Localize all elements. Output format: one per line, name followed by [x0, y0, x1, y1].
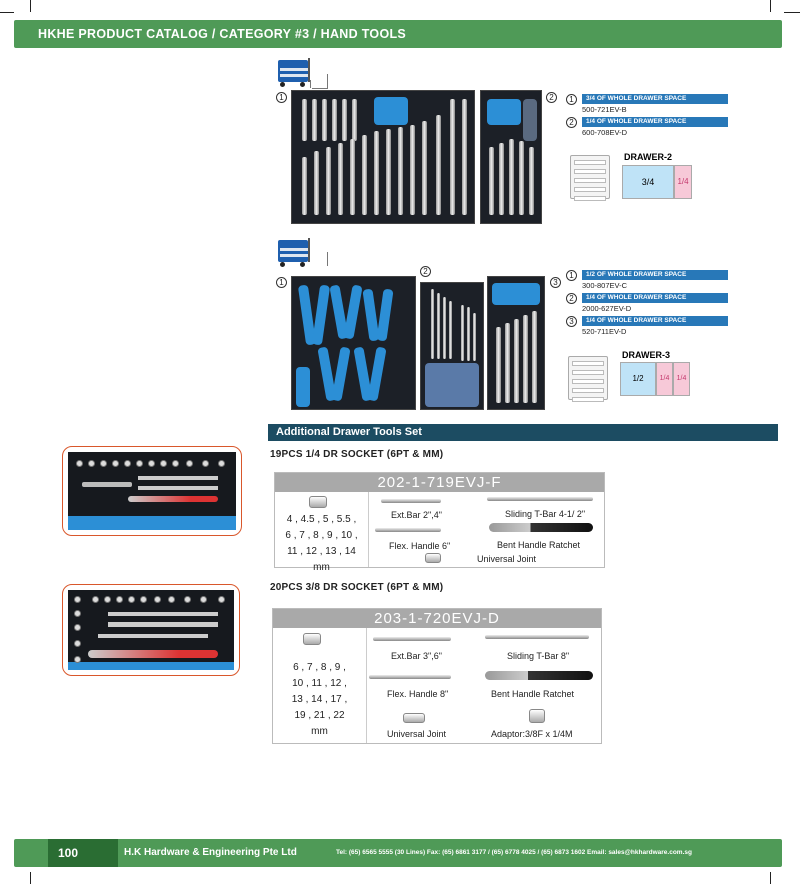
- crop-mark: [770, 872, 771, 884]
- page-header: [14, 20, 782, 48]
- universal-joint-icon: [403, 713, 425, 723]
- drawer-box-1-2: 1/2: [620, 362, 656, 396]
- crop-mark: [30, 872, 31, 884]
- spec-label: 1/2 OF WHOLE DRAWER SPACE: [582, 270, 728, 280]
- spec-label: 1/4 OF WHOLE DRAWER SPACE: [582, 117, 728, 127]
- sliding-t-bar-icon: [487, 497, 593, 501]
- drawer-label: DRAWER-2: [624, 152, 673, 162]
- ext-bar-icon: [373, 637, 451, 641]
- spec-number: 1: [566, 94, 577, 105]
- section-title-bar: [268, 424, 778, 441]
- spec-number: 2: [566, 293, 577, 304]
- adaptor-icon: [529, 709, 545, 723]
- item-label: Flex. Handle 8": [387, 689, 449, 699]
- crop-mark: [30, 0, 31, 12]
- drawer-box-1-4: 1/4: [656, 362, 673, 396]
- tray-marker: 1: [276, 277, 287, 288]
- set-2-heading: 20PCS 3/8 DR SOCKET (6PT & MM): [270, 582, 444, 593]
- tool-cart-icon: [276, 56, 318, 88]
- drawer-box-3-4: 3/4: [622, 165, 674, 199]
- spec-number: 1: [566, 270, 577, 281]
- socket-size-list: 6 , 7 , 8 , 9 , 10 , 11 , 12 , 13 , 14 , 17 , 19 , 21 , 22 mm: [273, 628, 367, 743]
- spec-code: 500-721EV-B: [582, 105, 627, 114]
- crop-mark: [770, 0, 771, 12]
- company-name: H.K Hardware & Engineering Pte Ltd: [124, 847, 297, 858]
- tray-marker: 3: [550, 277, 561, 288]
- page-footer: [14, 839, 782, 867]
- tray-marker: 2: [546, 92, 557, 103]
- set-2-contents-table: [272, 608, 602, 744]
- crop-mark: [0, 12, 14, 13]
- socket-set-1-photo: [62, 446, 242, 536]
- sliding-t-bar-icon: [485, 635, 589, 639]
- ratchet-icon: [489, 523, 593, 532]
- section-title: Additional Drawer Tools Set: [276, 426, 422, 438]
- set-2-product-code: 203-1-720EVJ-D: [273, 609, 601, 628]
- spec-label: 1/4 OF WHOLE DRAWER SPACE: [582, 293, 728, 303]
- socket-size-list: 4 , 4.5 , 5 , 5.5 , 6 , 7 , 8 , 9 , 10 , 11 , 12 , 13 , 14 mm: [275, 492, 369, 567]
- item-label: Adaptor:3/8F x 1/4M: [491, 729, 573, 739]
- item-label: Sliding T-Bar 4-1/ 2": [505, 509, 586, 519]
- tool-cart-icon: [276, 236, 318, 268]
- header-title: HKHE PRODUCT CATALOG / CATEGORY #3 / HAND TOOLS: [38, 27, 407, 41]
- spec-code: 2000-627EV-D: [582, 304, 632, 313]
- drawer-box-1-4: 1/4: [673, 362, 690, 396]
- spec-code: 600-708EV-D: [582, 128, 628, 137]
- hex-key-tray: [420, 282, 484, 410]
- spec-code: 300-807EV-C: [582, 281, 628, 290]
- item-label: Universal Joint: [477, 554, 537, 564]
- crop-mark: [784, 12, 800, 13]
- socket-set-2-photo: [62, 584, 240, 676]
- cabinet-icon: [570, 155, 610, 199]
- item-label: Ext.Bar 2",4": [391, 510, 442, 520]
- universal-joint-icon: [425, 553, 441, 563]
- item-label: Flex. Handle 6": [389, 541, 451, 551]
- ratchet-icon: [485, 671, 593, 680]
- flex-handle-icon: [375, 528, 441, 532]
- cabinet-icon: [568, 356, 608, 400]
- socket-icon: [303, 633, 321, 645]
- contact-info: Tel: (65) 6565 5555 (30 Lines) Fax: (65) 6861 3177 / (65) 6778 4025 / (65) 6873 1602 Email: sales@hkhardware.com.sg: [336, 849, 692, 856]
- tray-marker: 1: [276, 92, 287, 103]
- spec-code: 520-711EV-D: [582, 327, 627, 336]
- item-label: Ext.Bar 3",6": [391, 651, 442, 661]
- pliers-tray-1-2: [291, 276, 416, 410]
- item-label: Bent Handle Ratchet: [491, 689, 575, 699]
- drawer-box-1-4: 1/4: [674, 165, 692, 199]
- page-number: 100: [48, 839, 118, 867]
- set-1-heading: 19PCS 1/4 DR SOCKET (6PT & MM): [270, 449, 444, 460]
- wrench-tray-1-4: [487, 276, 545, 410]
- flex-handle-icon: [369, 675, 451, 679]
- spec-number: 3: [566, 316, 577, 327]
- ext-bar-icon: [381, 499, 441, 503]
- wrench-tray-3-4: [291, 90, 475, 224]
- spec-number: 2: [566, 117, 577, 128]
- set-1-product-code: 202-1-719EVJ-F: [275, 473, 604, 492]
- item-label: Sliding T-Bar 8": [507, 651, 570, 661]
- item-label: Universal Joint: [387, 729, 447, 739]
- wrench-tray-1-4: [480, 90, 542, 224]
- drawer-label: DRAWER-3: [622, 350, 671, 360]
- item-label: Bent Handle Ratchet: [497, 540, 581, 550]
- tray-marker: 2: [420, 266, 431, 277]
- socket-icon: [309, 496, 327, 508]
- spec-label: 1/4 OF WHOLE DRAWER SPACE: [582, 316, 728, 326]
- spec-label: 3/4 OF WHOLE DRAWER SPACE: [582, 94, 728, 104]
- set-1-contents-table: [274, 472, 605, 573]
